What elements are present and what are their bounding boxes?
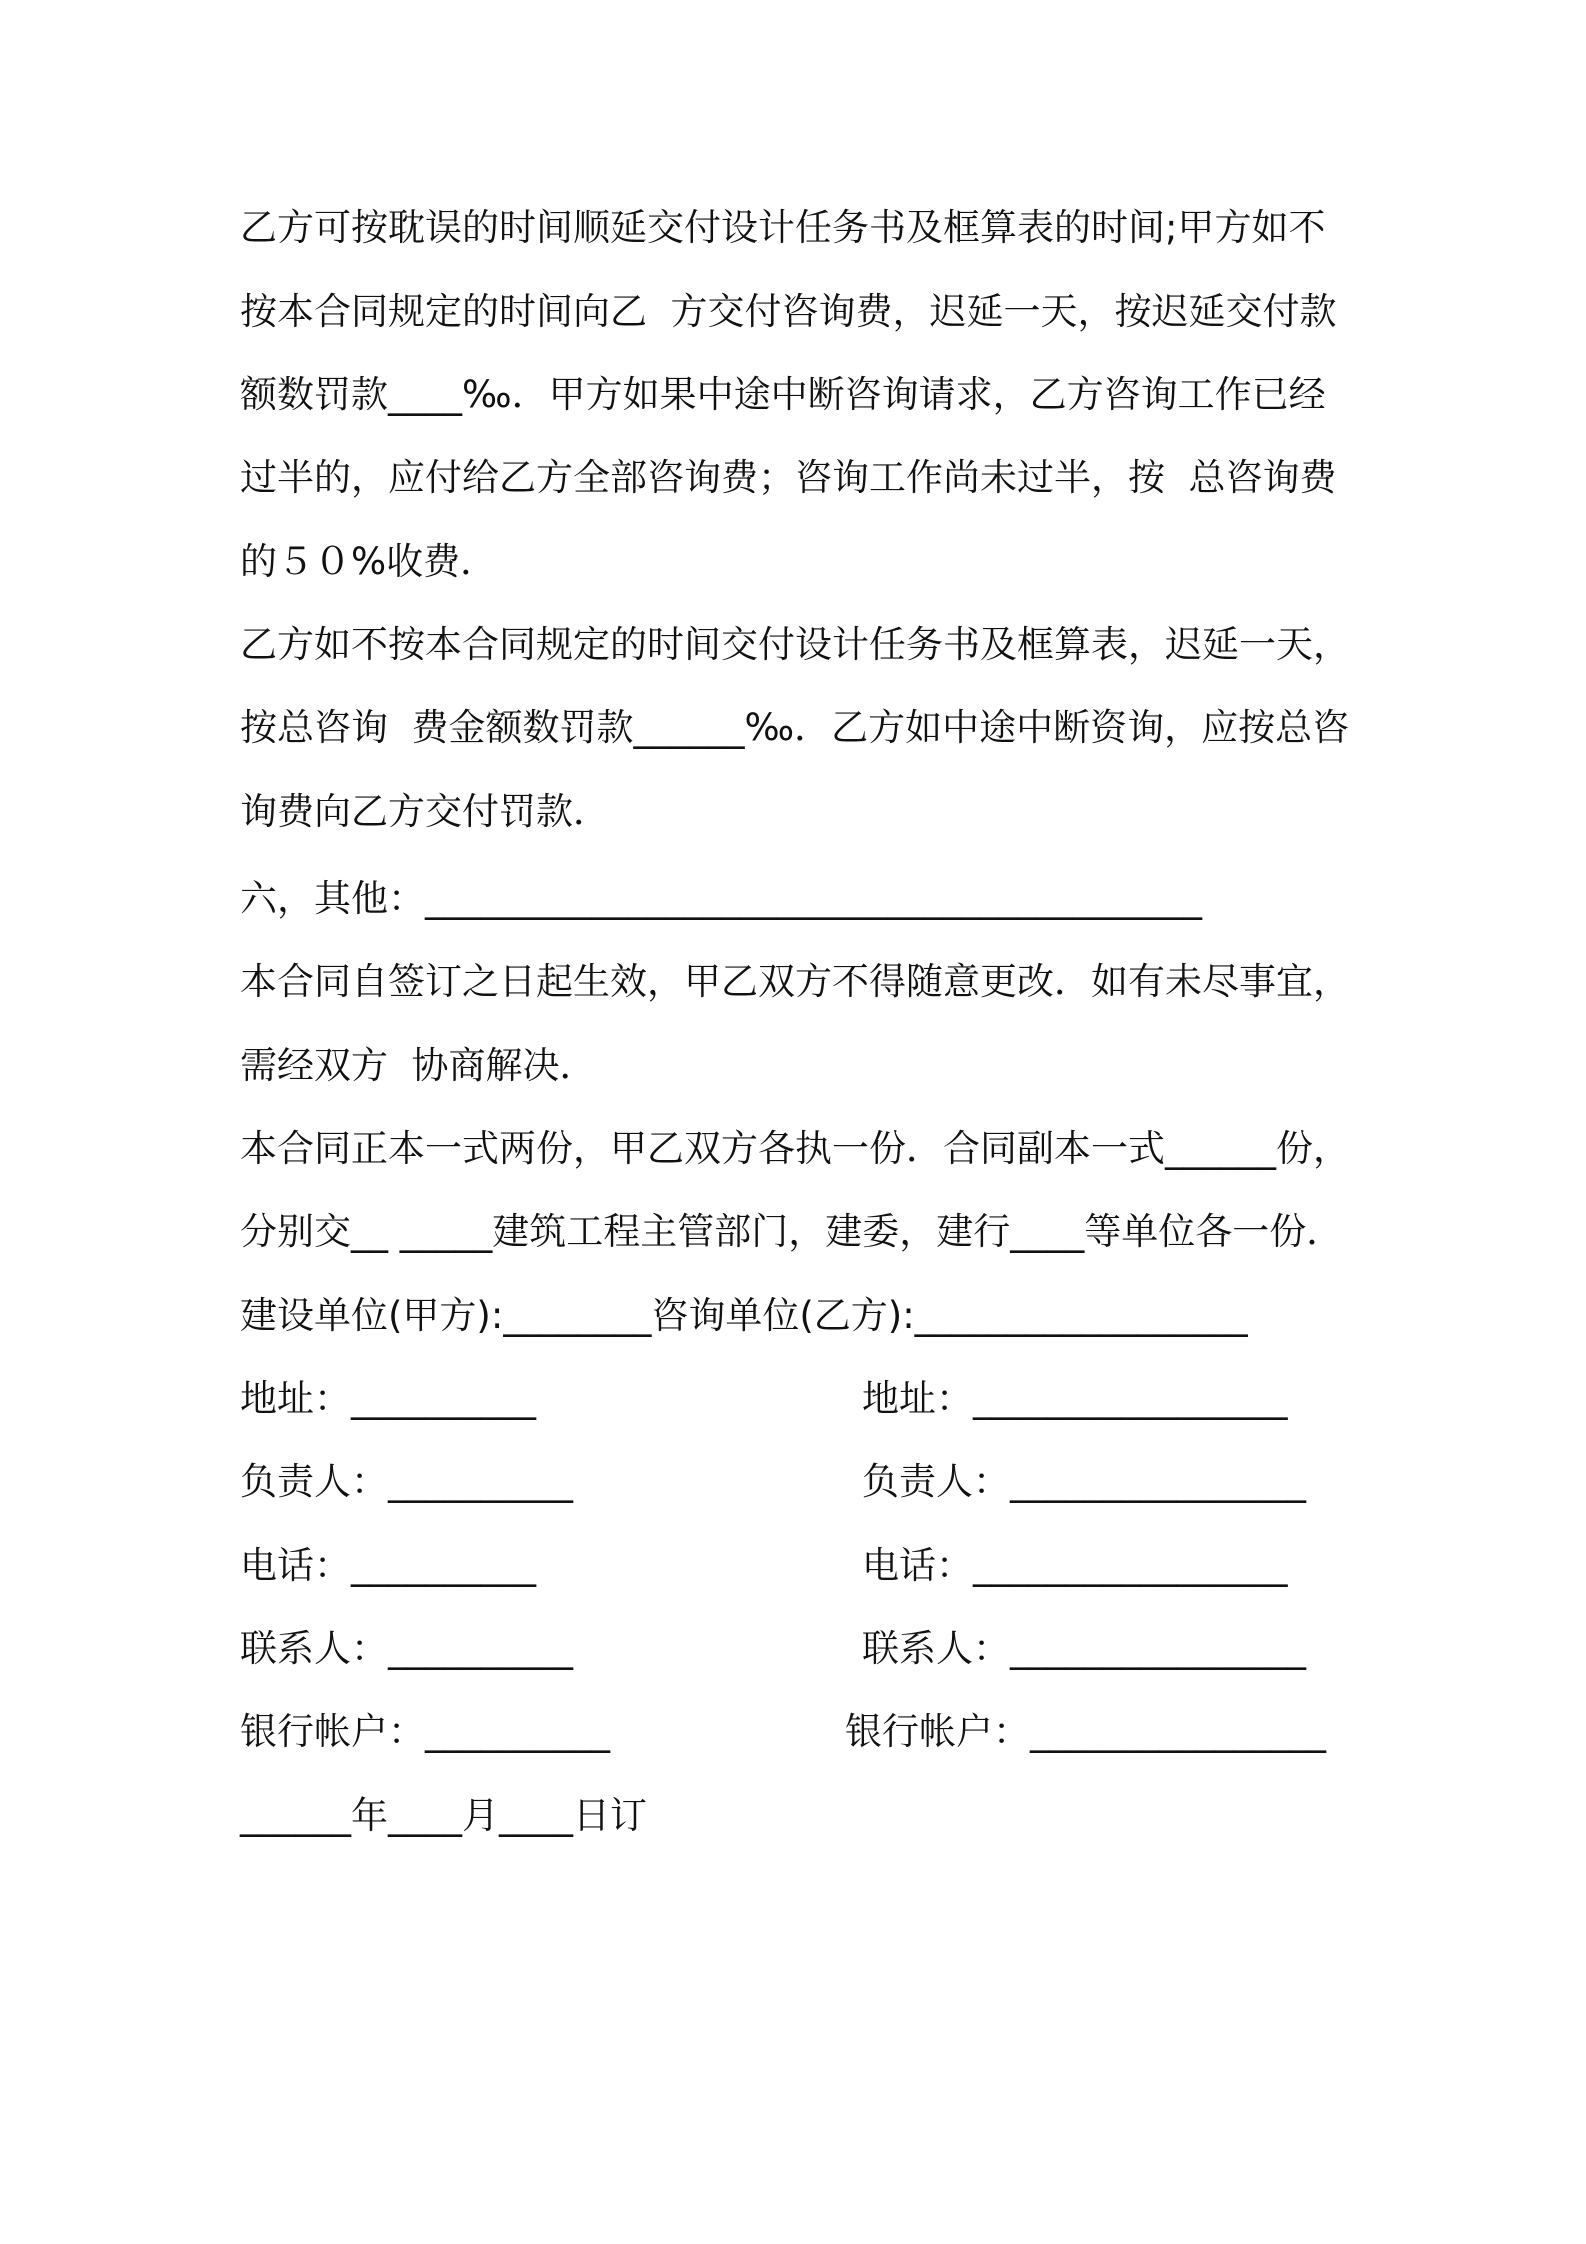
right-person-in-charge: 负责人：________________ [862,1460,1306,1503]
paragraph-3-line-2: 需经双方 协商解决． [240,1044,597,1087]
right-bank-account: 银行帐户：________________ [845,1710,1326,1753]
left-address: 地址：__________ [240,1377,536,1420]
paragraph-1-line-1: 乙方可按耽误的时间顺延交付设计任务书及框算表的时间;甲方如不 [240,206,1326,249]
paragraph-3-line-1: 本合同自签订之日起生效，甲乙双方不得随意更改．如有未尽事宜， [240,960,1350,1003]
paragraph-4-line-1: 本合同正本一式两份，甲乙双方各执一份．合同副本一式______份， [240,1127,1350,1170]
left-phone: 电话：__________ [240,1544,536,1587]
paragraph-1-line-4: 过半的，应付给乙方全部咨询费；咨询工作尚未过半，按 总咨询费 [240,456,1337,499]
section-6-other: 六，其他：__________________________________________ [240,877,1202,920]
paragraph-4-line-2: 分别交__ _____建筑工程主管部门，建委，建行____等单位各一份． [240,1210,1344,1253]
right-phone: 电话：_________________ [862,1544,1288,1587]
paragraph-2-line-3: 询费向乙方交付罚款． [240,790,610,833]
right-address: 地址：_________________ [862,1377,1288,1420]
paragraph-1-line-2: 按本合同规定的时间向乙 方交付咨询费，迟延一天，按迟延交付款 [240,290,1337,333]
paragraph-1-line-5: 的５０%收费． [240,540,498,583]
paragraph-2-line-1: 乙方如不按本合同规定的时间交付设计任务书及框算表，迟延一天， [240,623,1350,666]
left-contact: 联系人：__________ [240,1627,573,1670]
paragraph-2-line-2: 按总咨询 费金额数罚款______‰．乙方如中途中断资询，应按总咨 [240,706,1350,749]
parties-line: 建设单位(甲方):________咨询单位(乙方):__________________ [240,1294,1248,1337]
left-bank-account: 银行帐户：__________ [240,1710,610,1753]
right-contact: 联系人：________________ [862,1627,1306,1670]
paragraph-1-line-3: 额数罚款____‰．甲方如果中途中断咨询请求，乙方咨询工作已经 [240,373,1326,416]
date-line: ______年____月____日订 [240,1794,647,1837]
left-person-in-charge: 负责人：__________ [240,1460,573,1503]
